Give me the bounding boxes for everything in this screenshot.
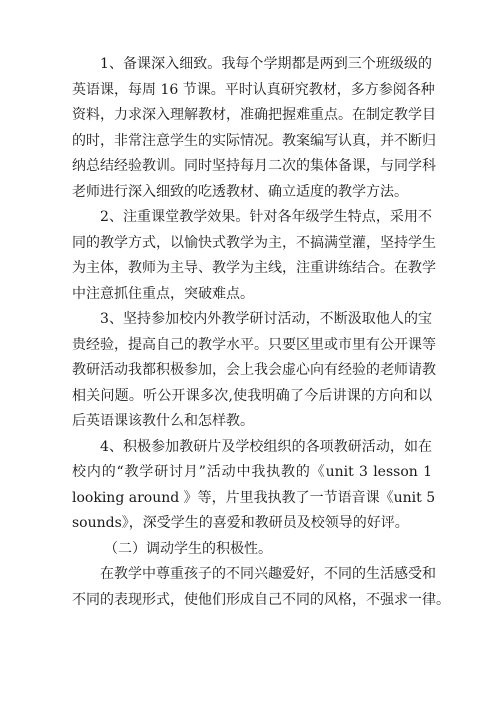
text-line: 不同的表现形式，使他们形成自己不同的风格，不强求一律。 [72,591,450,608]
text-line: sounds》，深受学生的喜爱和教研员及校领导的好评。 [72,515,409,531]
text-line: 3、坚持参加校内外教学研讨活动，不断汲取他人的宝 [100,311,432,327]
section-heading-text: （二）调动学生的积极性。 [104,540,272,557]
paragraph-student-interest [72,562,450,613]
text-line: looking around 》等，片里我执教了一节语音课《unit 5 [72,489,436,506]
text-line: 4、积极参加教研片及学校组织的各项教研活动，如在 [100,438,432,455]
text-line: 同的教学方式，以愉快式教学为主，不搞满堂灌，坚持学生 [72,234,436,251]
text-line: 老师进行深入细致的吃透教材、确立适度的教学方法。 [72,183,408,200]
text-line: 后英语课该教什么和怎样教。 [72,413,254,429]
text-line: 资料，力求深入理解教材，准确把握难重点。在制定教学目 [72,107,436,123]
text-line: 在教学中尊重孩子的不同兴趣爱好，不同的生活感受和 [100,566,436,582]
text-line: 为主体，教师为主导、教学为主线，注重讲练结合。在教学 [72,260,436,276]
text-line: 1、备课深入细致。我每个学期都是两到三个班级级的 [100,56,432,72]
text-line: 纳总结经验教训。同时坚持每月二次的集体备课，与同学科 [72,158,436,174]
text-line: 教研活动我都积极参加，会上我会虚心向有经验的老师请教 [72,362,436,378]
paragraph-research-activities [72,435,436,537]
document-page [72,52,450,613]
section-heading [72,537,432,563]
text-line: 校内的“教学研讨月”活动中我执教的《unit 3 lesson 1 [72,464,432,480]
paragraph-classroom-effect [72,205,436,307]
text-line: 贵经验，提高自己的教学水平。只要区里或市里有公开课等 [72,336,436,353]
text-line: 中注意抓住重点，突破难点。 [72,285,254,302]
text-line: 2、注重课堂教学效果。针对各年级学生特点，采用不 [100,209,432,225]
text-line: 英语课，每周 16 节课。平时认真研究教材，多方参阅各种 [72,81,435,98]
text-line: 相关问题。听公开课多次,使我明确了今后讲课的方向和以 [72,387,432,404]
text-line: 的时，非常注意学生的实际情况。教案编写认真，并不断归 [72,132,436,149]
paragraph-lesson-preparation [72,52,436,205]
paragraph-teaching-research [72,307,436,435]
